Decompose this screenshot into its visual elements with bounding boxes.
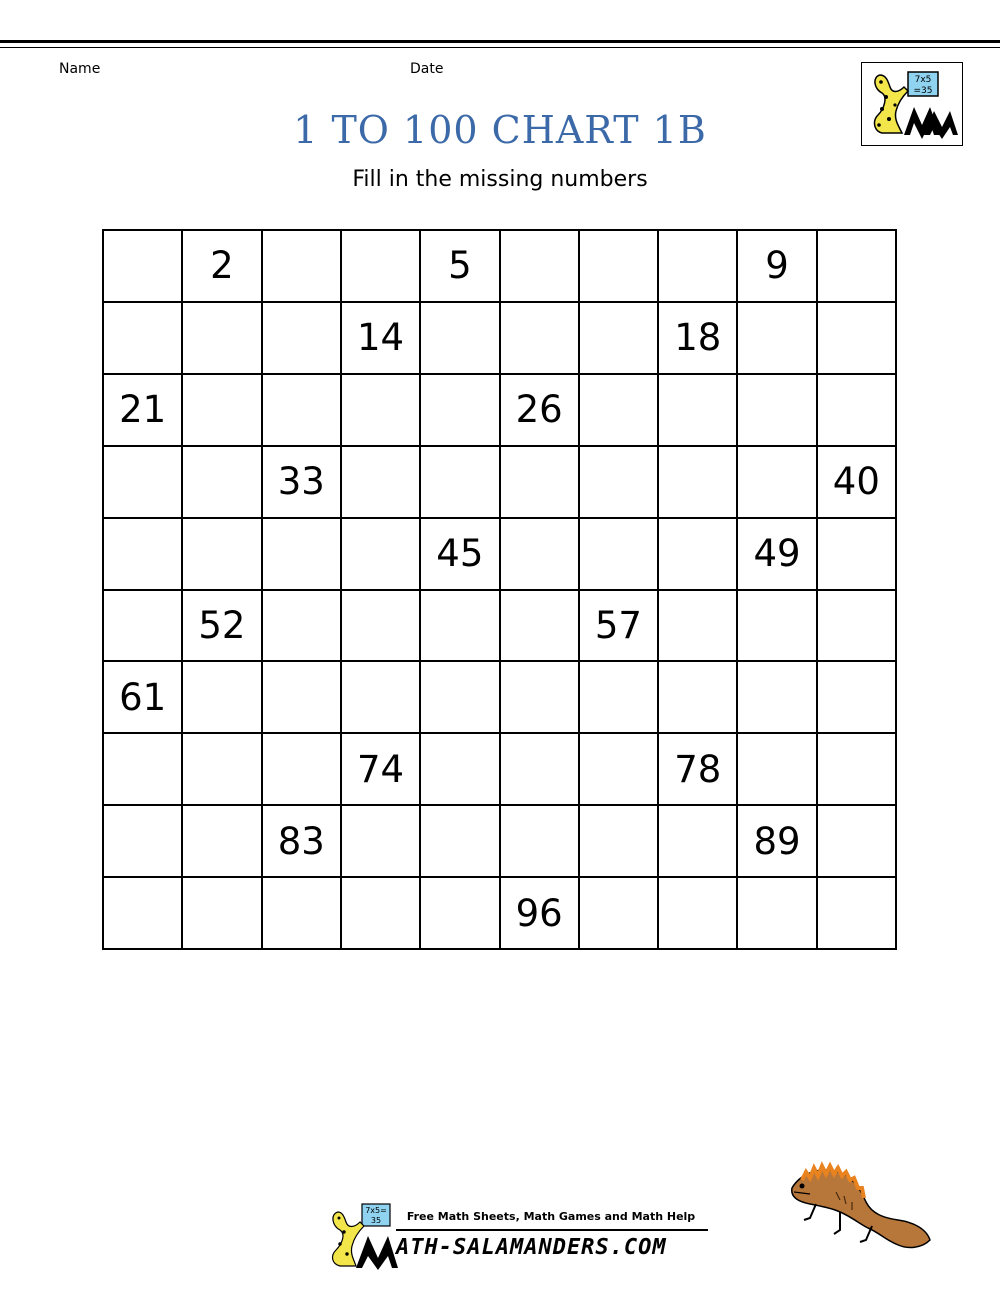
- grid-cell-blank: [738, 662, 817, 734]
- grid-cell-blank: [580, 519, 659, 591]
- salamander-illustration: [780, 1158, 940, 1262]
- grid-cell-blank: [104, 806, 183, 878]
- grid-cell-blank: [104, 303, 183, 375]
- grid-cell-blank: [342, 375, 421, 447]
- grid-cell-blank: [659, 231, 738, 303]
- grid-cell-blank: [818, 591, 897, 663]
- grid-cell-blank: [738, 303, 817, 375]
- grid-cell-blank: [738, 591, 817, 663]
- grid-cell-blank: [580, 231, 659, 303]
- grid-cell-blank: [342, 878, 421, 950]
- grid-cell-blank: [818, 878, 897, 950]
- grid-cell-filled: 78: [659, 734, 738, 806]
- grid-cell-blank: [421, 734, 500, 806]
- grid-cell-blank: [183, 303, 262, 375]
- grid-cell-blank: [501, 662, 580, 734]
- grid-cell-blank: [421, 375, 500, 447]
- grid-cell-blank: [263, 662, 342, 734]
- grid-cell-blank: [580, 662, 659, 734]
- grid-cell-blank: [104, 734, 183, 806]
- grid-cell-blank: [342, 519, 421, 591]
- grid-cell-blank: [580, 734, 659, 806]
- grid-cell-blank: [342, 806, 421, 878]
- grid-cell-blank: [659, 806, 738, 878]
- grid-cell-blank: [263, 878, 342, 950]
- grid-cell-blank: [183, 806, 262, 878]
- grid-cell-filled: 96: [501, 878, 580, 950]
- page-subtitle: Fill in the missing numbers: [352, 167, 648, 192]
- grid-cell-blank: [183, 519, 262, 591]
- grid-cell-filled: 33: [263, 447, 342, 519]
- grid-cell-blank: [659, 591, 738, 663]
- grid-cell-blank: [738, 878, 817, 950]
- grid-cell-blank: [263, 231, 342, 303]
- grid-cell-blank: [501, 231, 580, 303]
- grid-cell-blank: [263, 519, 342, 591]
- top-rule-thin: [0, 47, 1000, 48]
- grid-cell-blank: [421, 303, 500, 375]
- date-label: Date: [410, 61, 444, 77]
- grid-cell-blank: [342, 447, 421, 519]
- grid-cell-blank: [818, 662, 897, 734]
- logo-board-text-1: 7x5: [914, 75, 932, 85]
- grid-cell-blank: [104, 231, 183, 303]
- grid-cell-blank: [659, 375, 738, 447]
- grid-cell-blank: [183, 375, 262, 447]
- grid-cell-blank: [421, 591, 500, 663]
- grid-cell-filled: 21: [104, 375, 183, 447]
- grid-cell-blank: [580, 447, 659, 519]
- grid-cell-blank: [342, 591, 421, 663]
- grid-cell-blank: [104, 519, 183, 591]
- grid-cell-blank: [501, 591, 580, 663]
- grid-cell-blank: [263, 303, 342, 375]
- grid-cell-blank: [104, 878, 183, 950]
- grid-cell-blank: [421, 662, 500, 734]
- grid-cell-filled: 5: [421, 231, 500, 303]
- grid-cell-blank: [501, 734, 580, 806]
- grid-cell-filled: 40: [818, 447, 897, 519]
- footer-logo: [326, 1202, 398, 1274]
- grid-cell-blank: [342, 231, 421, 303]
- grid-cell-blank: [501, 447, 580, 519]
- grid-cell-blank: [421, 878, 500, 950]
- grid-cell-blank: [263, 734, 342, 806]
- grid-cell-blank: [421, 806, 500, 878]
- grid-cell-filled: 52: [183, 591, 262, 663]
- grid-cell-blank: [580, 375, 659, 447]
- grid-cell-blank: [263, 591, 342, 663]
- grid-cell-filled: 49: [738, 519, 817, 591]
- grid-cell-blank: [818, 519, 897, 591]
- grid-cell-blank: [738, 734, 817, 806]
- grid-cell-filled: 18: [659, 303, 738, 375]
- grid-cell-filled: 83: [263, 806, 342, 878]
- hundred-chart-grid: [102, 229, 897, 950]
- grid-cell-blank: [183, 878, 262, 950]
- grid-cell-filled: 89: [738, 806, 817, 878]
- grid-cell-blank: [738, 447, 817, 519]
- grid-cell-blank: [501, 806, 580, 878]
- footer-board-text-2: 35: [370, 1216, 382, 1225]
- grid-cell-blank: [659, 447, 738, 519]
- logo-board-text-2: =35: [913, 86, 933, 96]
- grid-cell-blank: [421, 447, 500, 519]
- grid-cell-blank: [183, 447, 262, 519]
- grid-cell-filled: 14: [342, 303, 421, 375]
- footer-rule: [396, 1229, 708, 1231]
- grid-cell-filled: 2: [183, 231, 262, 303]
- grid-cell-blank: [580, 303, 659, 375]
- grid-cell-filled: 26: [501, 375, 580, 447]
- grid-cell-blank: [818, 375, 897, 447]
- footer-site-name: ATH-SALAMANDERS.COM: [396, 1235, 667, 1260]
- page-title: 1 TO 100 CHART 1B: [293, 108, 707, 152]
- grid-cell-blank: [659, 519, 738, 591]
- grid-cell-blank: [818, 303, 897, 375]
- footer-board-text-1: 7x5=: [365, 1206, 387, 1215]
- grid-cell-filled: 57: [580, 591, 659, 663]
- grid-cell-blank: [818, 806, 897, 878]
- name-label: Name: [59, 61, 101, 77]
- top-rule: [0, 40, 1000, 43]
- grid-cell-filled: 45: [421, 519, 500, 591]
- grid-cell-blank: [263, 375, 342, 447]
- grid-cell-blank: [659, 878, 738, 950]
- grid-cell-blank: [104, 591, 183, 663]
- grid-cell-filled: 74: [342, 734, 421, 806]
- grid-cell-filled: 61: [104, 662, 183, 734]
- grid-cell-blank: [818, 734, 897, 806]
- grid-cell-blank: [342, 662, 421, 734]
- footer-tagline: Free Math Sheets, Math Games and Math Help: [406, 1210, 696, 1223]
- grid-cell-blank: [183, 662, 262, 734]
- grid-cell-blank: [183, 734, 262, 806]
- grid-cell-blank: [659, 662, 738, 734]
- grid-cell-blank: [738, 375, 817, 447]
- grid-cell-blank: [104, 447, 183, 519]
- grid-cell-blank: [501, 303, 580, 375]
- grid-cell-blank: [501, 519, 580, 591]
- grid-cell-blank: [580, 878, 659, 950]
- grid-cell-blank: [818, 231, 897, 303]
- grid-cell-filled: 9: [738, 231, 817, 303]
- grid-cell-blank: [580, 806, 659, 878]
